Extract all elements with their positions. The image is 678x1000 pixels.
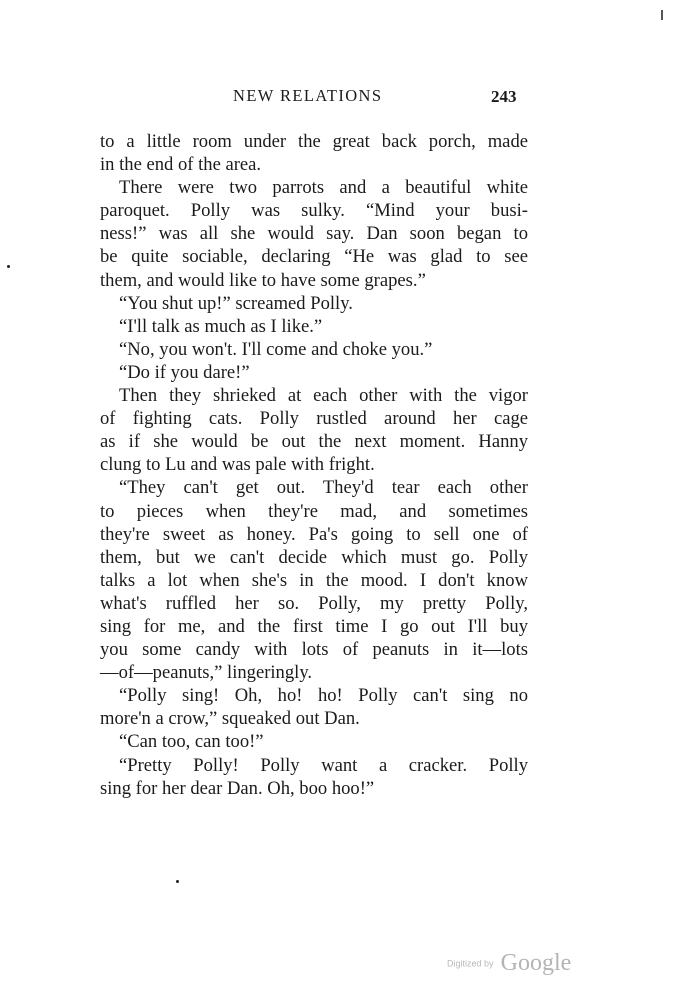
text-line: more'n a crow,” squeaked out Dan. — [100, 708, 360, 730]
running-head — [0, 86, 678, 110]
text-line: “Can too, can too!” — [119, 731, 264, 753]
running-title: NEW RELATIONS — [233, 86, 383, 105]
scan-speck — [7, 265, 10, 268]
text-line: clung to Lu and was pale with fright. — [100, 454, 375, 476]
text-line: of fighting cats. Polly rustled around her cage — [100, 408, 528, 430]
text-line: Then they shrieked at each other with the vigor — [119, 385, 528, 407]
scan-speck — [176, 880, 179, 883]
digitized-watermark — [447, 950, 571, 977]
body-text — [100, 130, 528, 800]
text-line: paroquet. Polly was sulky. “Mind your busi- — [100, 200, 528, 222]
text-line: talks a lot when she's in the mood. I don't know — [100, 569, 528, 591]
text-line: “Polly sing! Oh, ho! ho! Polly can't sing no — [119, 685, 528, 707]
digitized-by-label: Digitized by — [447, 958, 494, 969]
text-line: —of—peanuts,” lingeringly. — [100, 662, 313, 684]
text-line: to a little room under the great back porch, made — [100, 131, 528, 152]
text-line: in the end of the area. — [100, 154, 262, 176]
text-line: what's ruffled her so. Polly, my pretty Polly, — [100, 592, 528, 614]
text-line: “Pretty Polly! Polly want a cracker. Polly — [119, 754, 528, 776]
text-line: to pieces when they're mad, and sometimes — [100, 500, 528, 522]
text-line: sing for her dear Dan. Oh, boo hoo!” — [100, 777, 375, 799]
text-line: There were two parrots and a beautiful white — [119, 177, 528, 199]
text-line: be quite sociable, declaring “He was glad to see — [100, 246, 528, 268]
text-line: sing for me, and the first time I go out I'll buy — [100, 615, 528, 637]
text-line: them, but we can't decide which must go. Polly — [100, 546, 528, 568]
google-logo: Google — [500, 950, 572, 976]
text-line: “They can't get out. They'd tear each other — [119, 477, 528, 499]
text-line: they're sweet as honey. Pa's going to sell one of — [100, 523, 528, 545]
text-line: “No, you won't. I'll come and choke you.” — [119, 338, 433, 360]
scan-edge-mark — [661, 10, 663, 20]
text-line: them, and would like to have some grapes.” — [100, 269, 426, 291]
text-line: “Do if you dare!” — [119, 361, 250, 383]
page-number: 243 — [491, 87, 517, 106]
text-line: “I'll talk as much as I like.” — [119, 315, 323, 337]
text-line: you some candy with lots of peanuts in it—lots — [100, 639, 528, 661]
text-line: ness!” was all she would say. Dan soon began to — [100, 223, 528, 245]
text-line: as if she would be out the next moment. Hanny — [100, 431, 528, 453]
text-line: “You shut up!” screamed Polly. — [119, 292, 353, 314]
